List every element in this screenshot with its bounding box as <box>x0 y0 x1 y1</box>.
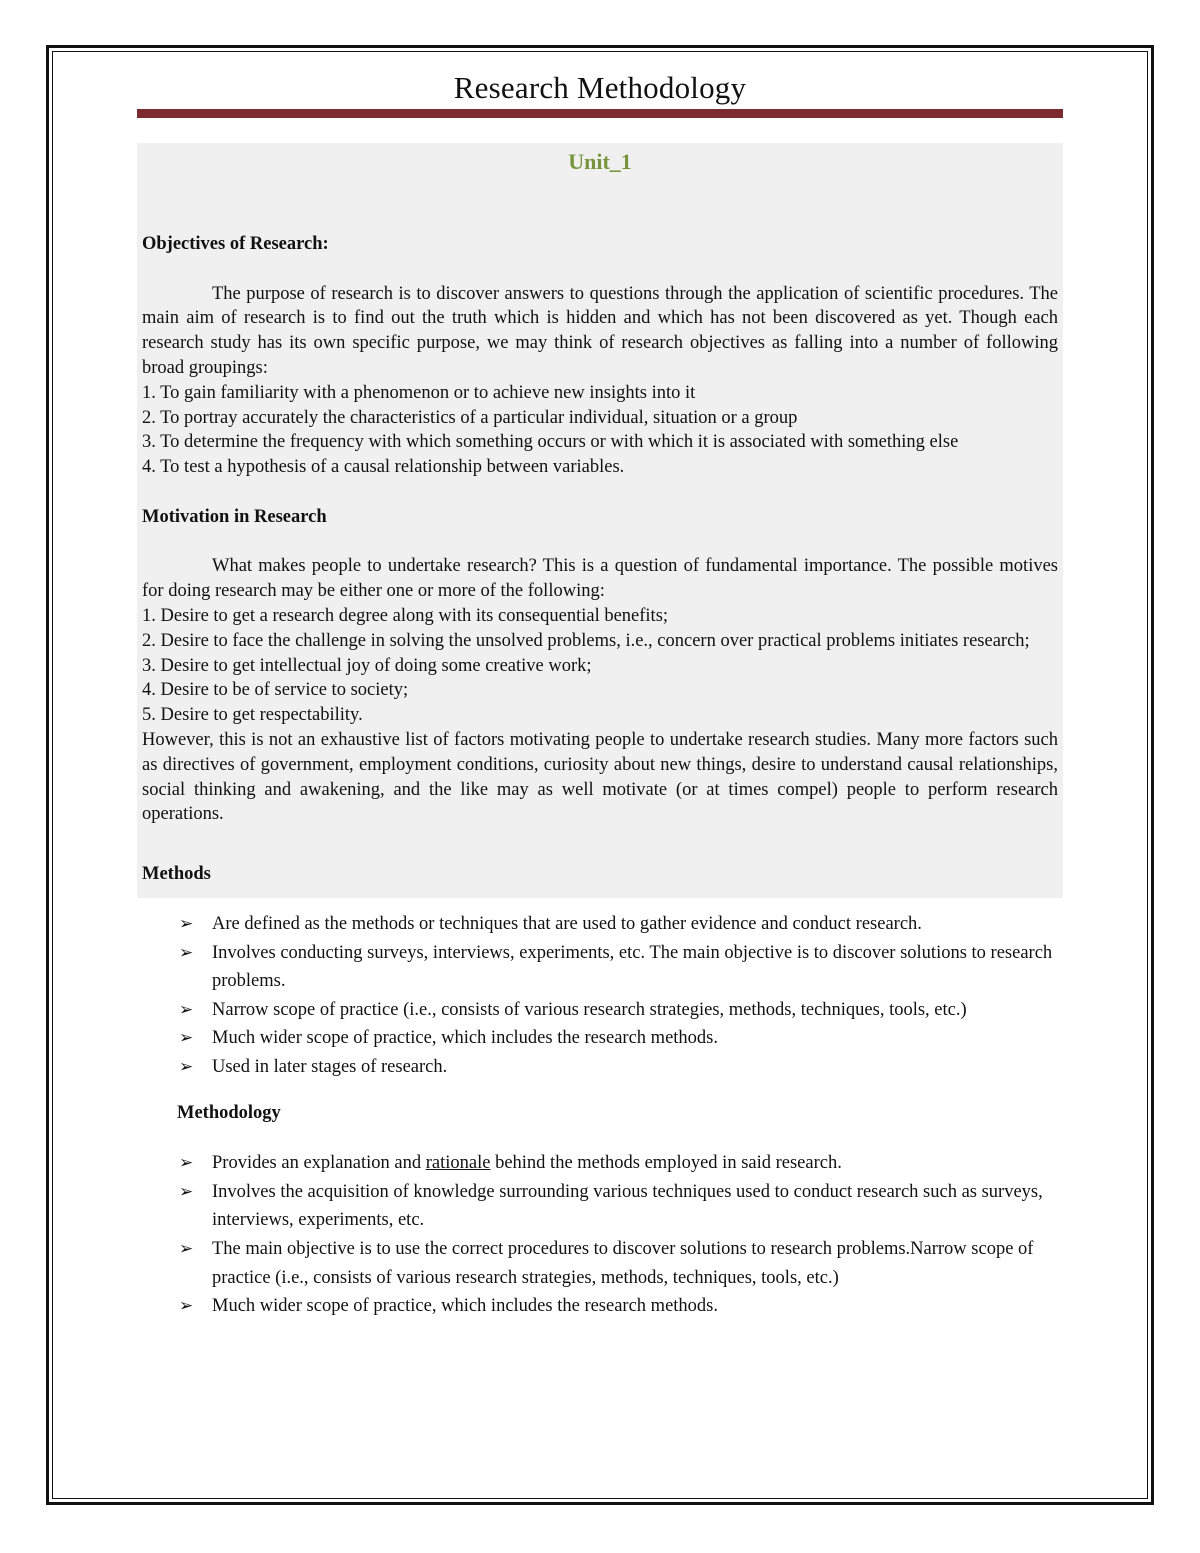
document-content <box>142 143 1058 1321</box>
methods-item-1: ➢ Are defined as the methods or techniques that are used to gather evidence and conduct research. <box>142 910 1057 939</box>
methodology-list <box>142 1149 1058 1321</box>
methods-item-5: ➢ Used in later stages of research. <box>142 1053 1057 1082</box>
motivation-heading: Motivation in Research <box>142 506 327 527</box>
page-header-title: Research Methodology <box>453 70 747 105</box>
methodology-item-4: ➢ Much wider scope of practice, which includes the research methods. <box>142 1292 1057 1321</box>
motivation-intro: What makes people to undertake research? This is a question of fundamental importance. The possible motives for doing research may be either one or more of the following: <box>142 556 1058 602</box>
arrow-bullet-icon: ➢ <box>179 1296 194 1316</box>
arrow-bullet-icon: ➢ <box>179 1056 194 1076</box>
arrow-bullet-icon: ➢ <box>179 999 194 1019</box>
methodology-item-1: ➢ Provides an explanation and rationale behind the methods employed in said research. <box>142 1149 1057 1178</box>
methodology-item-3: ➢ The main objective is to use the correct procedures to discover solutions to research problems.Narrow scope of practice (i.e., consists of various research strategies, methods, techniques, tools, etc.) <box>142 1235 1057 1292</box>
unit-title: Unit_1 <box>568 149 632 174</box>
methods-item-2: ➢ Involves conducting surveys, interviews, experiments, etc. The main objective is to discover solutions to research problems. <box>142 939 1057 996</box>
motivation-closing: However, this is not an exhaustive list of factors motivating people to undertake research studies. Many more factors such as directives of government, employment conditions, curiosity about new things, desire to understand causal relationships, social thinking and awakening, and the like may as well motivate (or at times compel) people to perform research operations. <box>142 729 1058 825</box>
arrow-bullet-icon: ➢ <box>179 1153 194 1173</box>
methodology-item-2: ➢ Involves the acquisition of knowledge surrounding various techniques used to conduct research such as surveys, interviews, experiments, etc. <box>142 1178 1057 1235</box>
header-rule <box>137 109 1063 118</box>
methodology-heading: Methodology <box>177 1103 281 1124</box>
objective-item-3: 3. To determine the frequency with which something occurs or with which it is associated with something else <box>142 432 959 453</box>
rationale-underlined: rationale <box>425 1153 491 1174</box>
arrow-bullet-icon: ➢ <box>179 1181 194 1201</box>
arrow-bullet-icon: ➢ <box>179 1239 194 1259</box>
motivation-item-1: 1. Desire to get a research degree along with its consequential benefits; <box>142 605 669 626</box>
methods-heading: Methods <box>142 864 211 885</box>
motivation-item-5: 5. Desire to get respectability. <box>142 705 363 726</box>
objective-item-4: 4. To test a hypothesis of a causal relationship between variables. <box>142 457 625 478</box>
methods-item-4: ➢ Much wider scope of practice, which includes the research methods. <box>142 1024 1057 1053</box>
motivation-item-4: 4. Desire to be of service to society; <box>142 680 409 701</box>
motivation-item-3: 3. Desire to get intellectual joy of doing some creative work; <box>142 655 592 676</box>
arrow-bullet-icon: ➢ <box>179 1028 194 1048</box>
objective-item-2: 2. To portray accurately the characteristics of a particular individual, situation or a group <box>142 407 798 428</box>
methods-item-3: ➢ Narrow scope of practice (i.e., consists of various research strategies, methods, techniques, tools, etc.) <box>142 996 1057 1025</box>
objectives-heading: Objectives of Research: <box>142 234 329 254</box>
objectives-intro: The purpose of research is to discover answers to questions through the application of scientific procedures. The main aim of research is to find out the truth which is hidden and which has not been discovered as yet. Though each research study has its own specific purpose, we may think of research objectives as falling into a number of following broad groupings: <box>142 283 1058 378</box>
arrow-bullet-icon: ➢ <box>179 942 194 962</box>
objective-item-1: 1. To gain familiarity with a phenomenon or to achieve new insights into it <box>142 382 696 403</box>
arrow-bullet-icon: ➢ <box>179 913 194 933</box>
methods-list <box>142 910 1058 1082</box>
motivation-item-2: 2. Desire to face the challenge in solving the unsolved problems, i.e., concern over practical problems initiates research; <box>142 630 1030 651</box>
